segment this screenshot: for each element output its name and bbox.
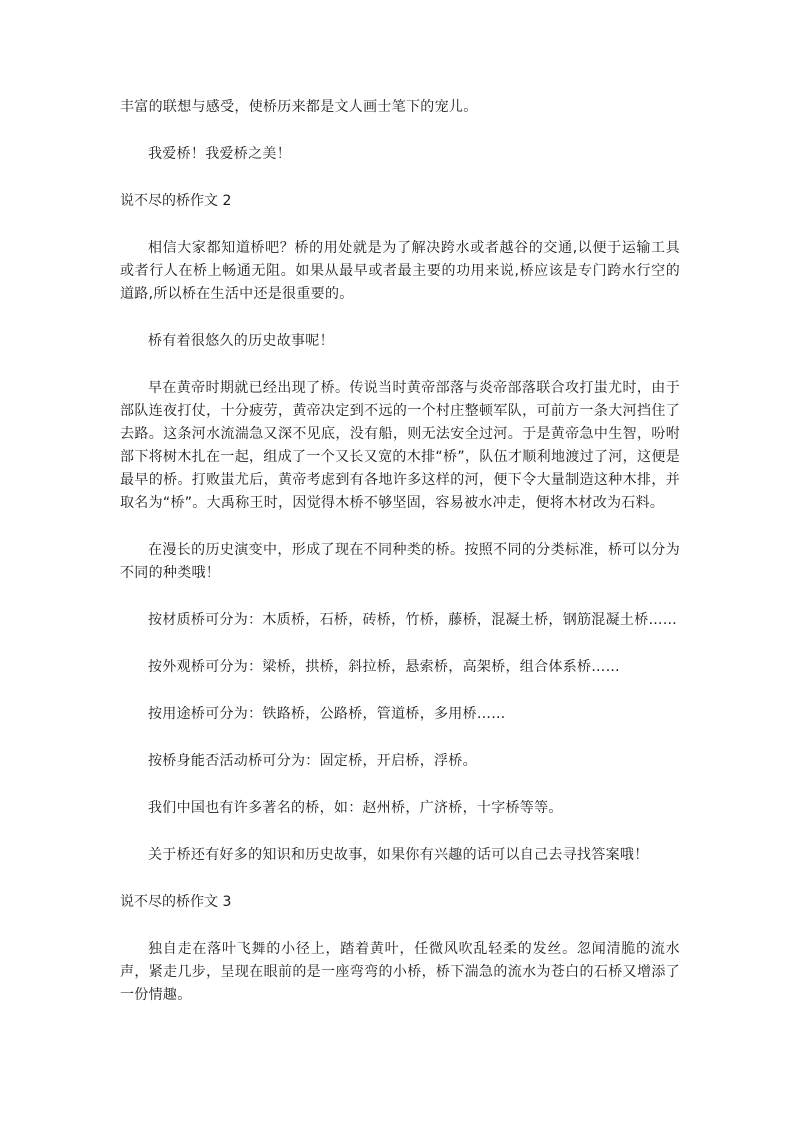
paragraph: 相信大家都知道桥吧？桥的用处就是为了解决跨水或者越谷的交通,以便于运输工具或者行人在桥上畅通无阻。如果从最早或者最主要的功用来说,桥应该是专门跨水行空的道路,所以桥在生活中还是很重要的。	[120, 240, 680, 302]
paragraph: 我们中国也有许多著名的桥，如：赵州桥，广济桥，十字桥等等。	[148, 800, 563, 816]
paragraph: 按材质桥可分为：木质桥，石桥，砖桥，竹桥，藤桥，混凝土桥，钢筋混凝土桥……	[148, 612, 678, 628]
paragraph: 我爱桥！我爱桥之美！	[148, 146, 291, 162]
paragraph: 按桥身能否活动桥可分为：固定桥，开启桥，浮桥。	[148, 753, 477, 769]
paragraph: 在漫长的历史演变中，形成了现在不同种类的桥。按照不同的分类标准，桥可以分为不同的种类哦！	[120, 542, 680, 581]
paragraph: 丰富的联想与感受，使桥历来都是文人画士笔下的宠儿。	[120, 99, 478, 115]
paragraph: 按用途桥可分为：铁路桥，公路桥，管道桥，多用桥……	[148, 706, 506, 722]
paragraph: 按外观桥可分为：梁桥，拱桥，斜拉桥，悬索桥，高架桥，组合体系桥……	[148, 659, 620, 675]
paragraph: 独自走在落叶飞舞的小径上，踏着黄叶，任微风吹乱轻柔的发丝。忽闻清脆的流水声，紧走几步，呈现在眼前的是一座弯弯的小桥，桥下湍急的流水为苍白的石桥又增添了一份情趣。	[120, 941, 680, 1003]
document-page	[120, 96, 680, 1007]
section-heading: 说不尽的桥作文 3	[120, 894, 232, 910]
section-heading: 说不尽的桥作文 2	[120, 193, 232, 209]
paragraph: 关于桥还有好多的知识和历史故事，如果你有兴趣的话可以自己去寻找答案哦！	[148, 847, 649, 863]
paragraph: 桥有着很悠久的历史故事呢！	[148, 333, 334, 349]
paragraph: 早在黄帝时期就已经出现了桥。传说当时黄帝部落与炎帝部落联合攻打蚩尤时，由于部队连夜打仗，十分疲劳，黄帝决定到不远的一个村庄整顿军队，可前方一条大河挡住了去路。这条河水流湍急又深不见底，没有船，则无法安全过河。于是黄帝急中生智，吩咐部下将树木扎在一起，组成了一个又长又宽的木排“桥”，队伍才顺利地渡过了河，这便是最早的桥。打败蚩尤后，黄帝考虑到有各地许多这样的河，便下令大量制造这种木排，并取名为“桥”。大禹称王时，因觉得木桥不够坚固，容易被水冲走，便将木材改为石料。	[120, 380, 680, 511]
